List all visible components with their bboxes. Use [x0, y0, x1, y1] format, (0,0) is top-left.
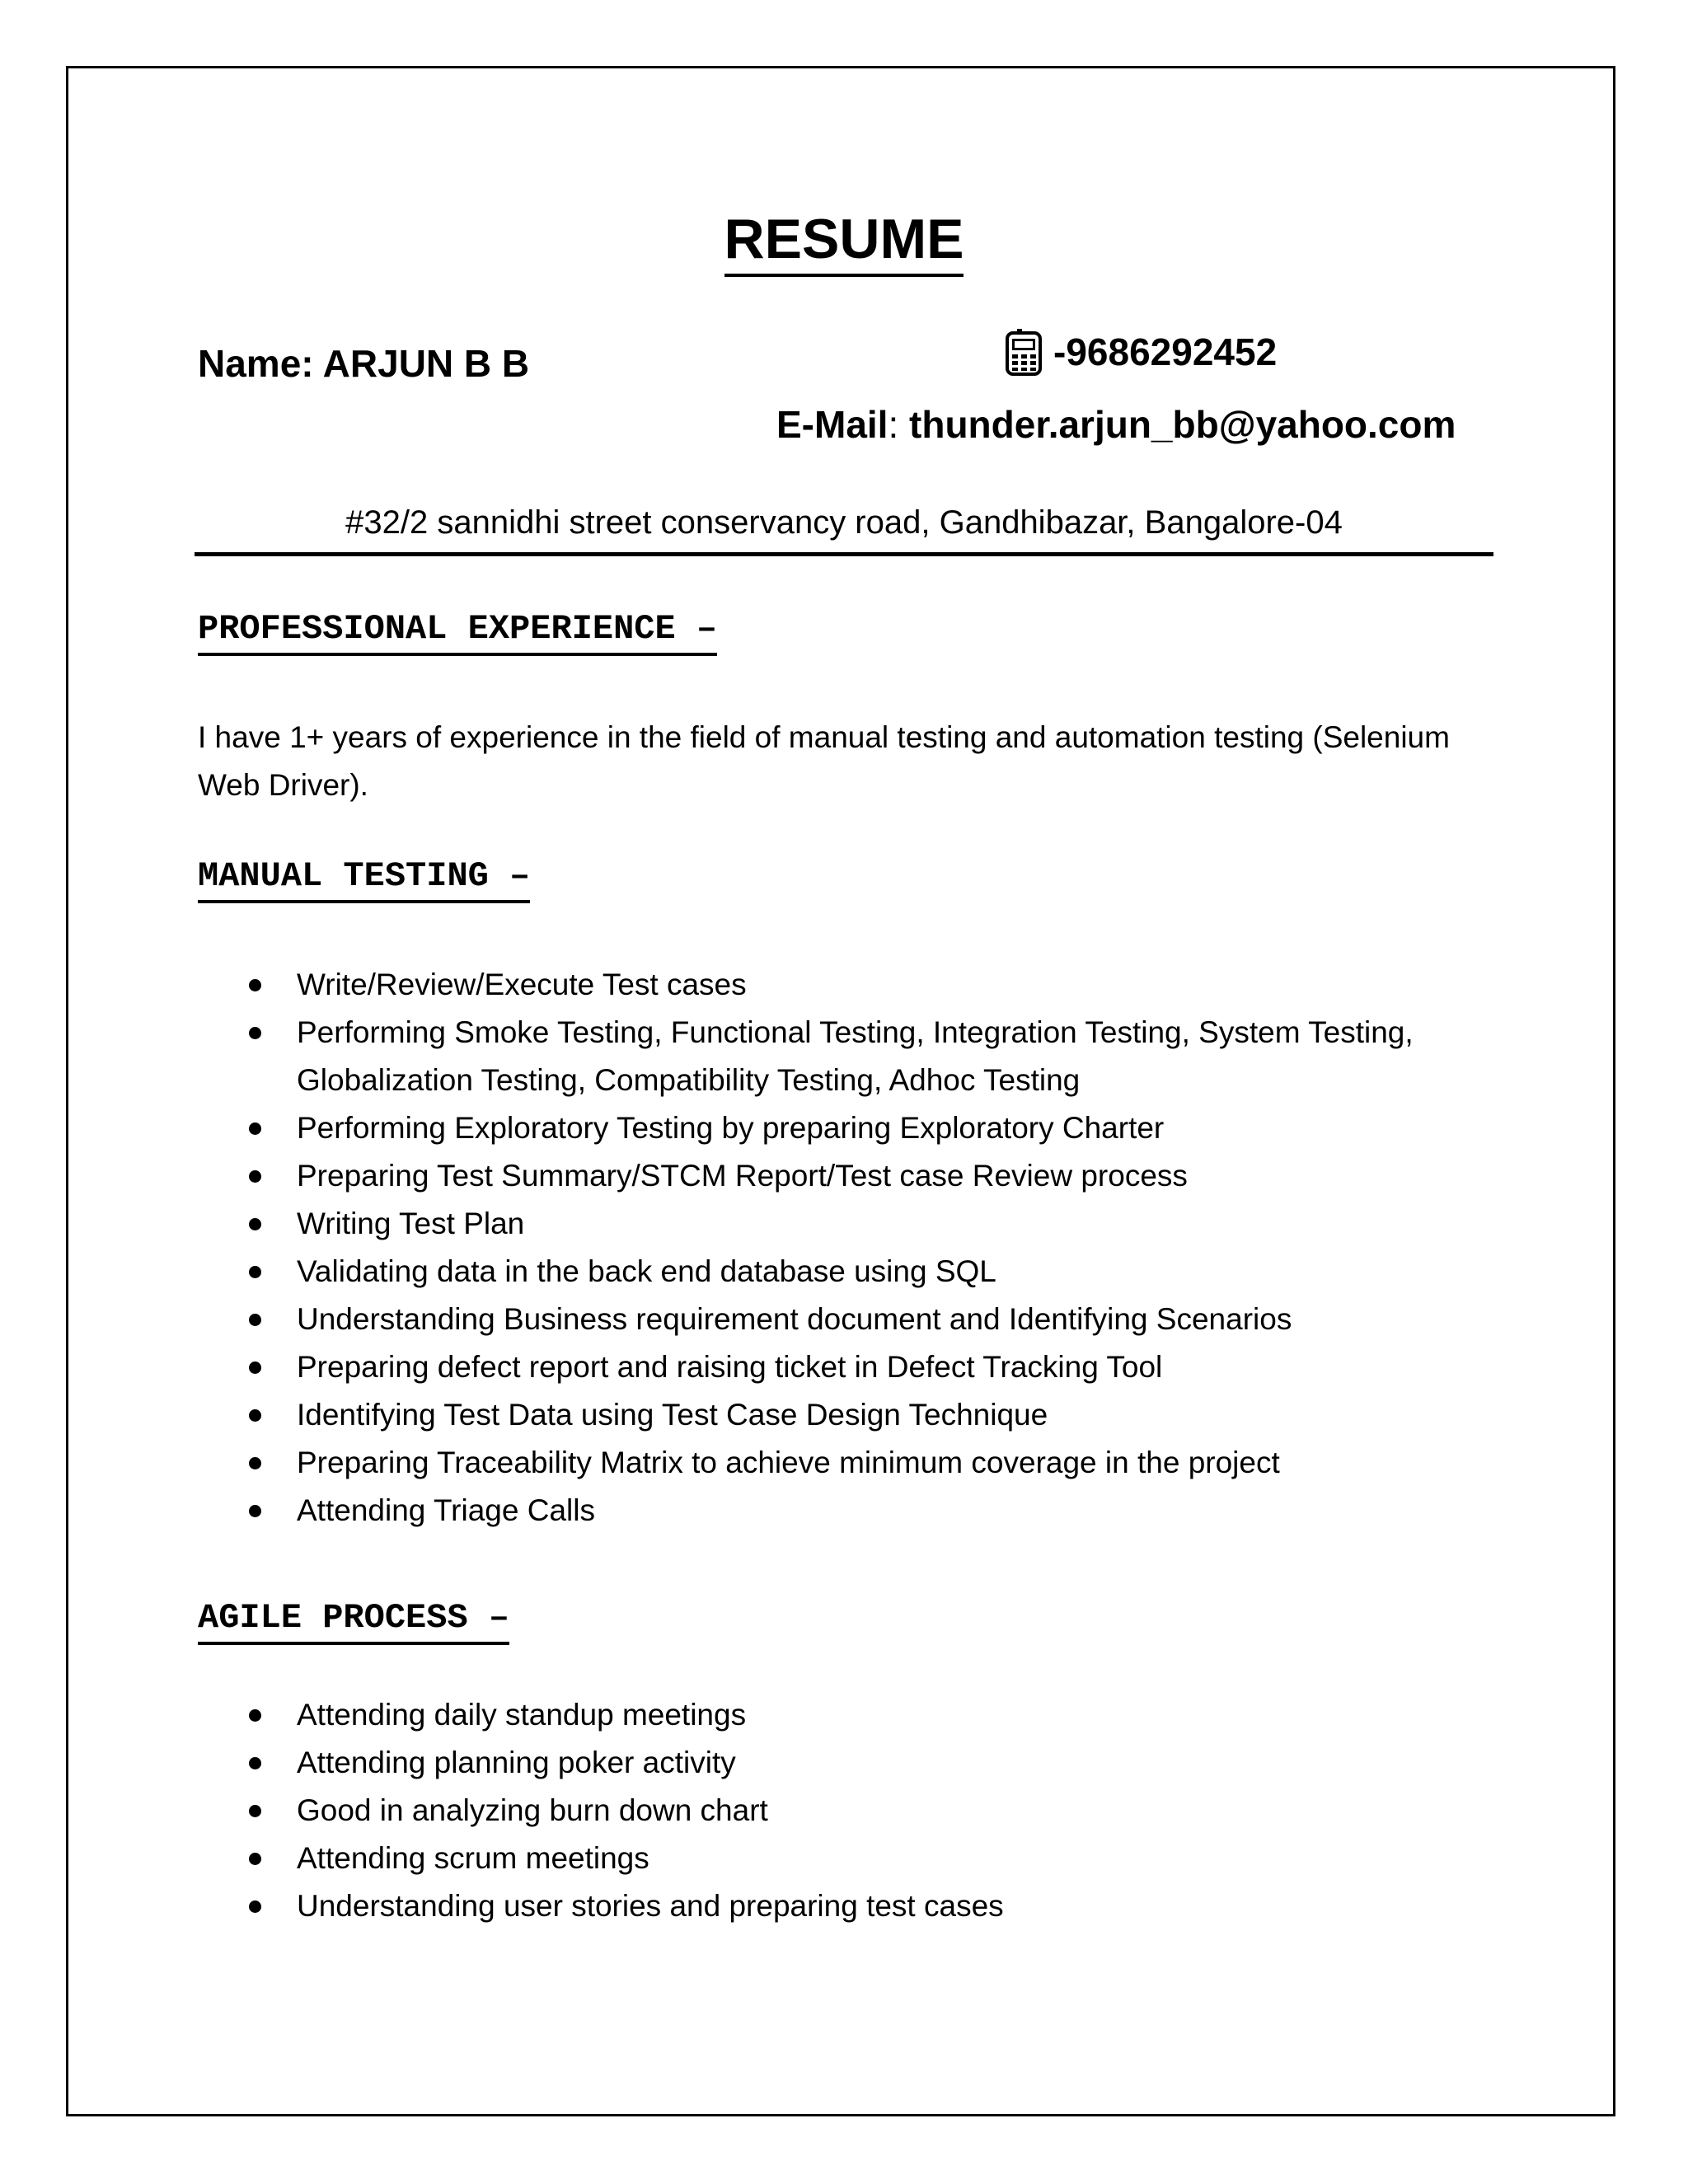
list-item [198, 1009, 1484, 1104]
list-item-text: Attending planning poker activity [297, 1746, 736, 1779]
bullet-icon [249, 1409, 261, 1422]
list-item-text: Performing Exploratory Testing by preparing Exploratory Charter [297, 1111, 1165, 1145]
list-item [198, 1882, 1484, 1930]
list-item-text: Preparing defect report and raising ticket in Defect Tracking Tool [297, 1350, 1163, 1384]
manual-testing-heading-text: MANUAL TESTING – [198, 857, 530, 903]
bullet-icon [249, 1805, 261, 1817]
email-line [776, 402, 1456, 447]
list-item-text: Understanding Business requirement document and Identifying Scenarios [297, 1302, 1292, 1336]
experience-heading-text: PROFESSIONAL EXPERIENCE – [198, 610, 717, 656]
document-title-text: RESUME [724, 211, 964, 277]
bullet-icon [249, 1170, 261, 1183]
bullet-icon [249, 1027, 261, 1039]
address: #32/2 sannidhi street conservancy road, Gandhibazar, Bangalore-04 [345, 504, 1343, 541]
candidate-name: Name: ARJUN B B [198, 342, 530, 385]
bullet-icon [249, 1218, 261, 1230]
bullet-icon [249, 1505, 261, 1517]
agile-process-heading [198, 1599, 509, 1645]
list-item-text: Attending scrum meetings [297, 1841, 649, 1875]
list-item [198, 1248, 1484, 1296]
bullet-icon [249, 1122, 261, 1135]
list-item-text: Attending Triage Calls [297, 1493, 595, 1527]
list-item-text: Performing Smoke Testing, Functional Testing, Integration Testing, System Testing, Globalization Testing, Compatibility Testing, Adhoc Testing [297, 1015, 1414, 1097]
bullet-icon [249, 979, 261, 991]
list-item [198, 1152, 1484, 1200]
experience-summary: I have 1+ years of experience in the field of manual testing and automation testing (Selenium Web Driver). [198, 720, 1450, 802]
list-item-text: Identifying Test Data using Test Case Design Technique [297, 1398, 1048, 1432]
list-item-text: Write/Review/Execute Test cases [297, 968, 747, 1001]
list-item [198, 1439, 1484, 1487]
list-item-text: Understanding user stories and preparing test cases [297, 1889, 1004, 1923]
experience-heading [198, 610, 717, 656]
agile-process-list [198, 1691, 1484, 1930]
list-item-text: Preparing Test Summary/STCM Report/Test case Review process [297, 1159, 1188, 1193]
list-item [198, 1691, 1484, 1739]
email-label: E-Mail [776, 403, 889, 446]
manual-testing-list [198, 961, 1484, 1535]
document-title [0, 208, 1688, 277]
bullet-icon [249, 1266, 261, 1278]
list-item [198, 1343, 1484, 1391]
bullet-icon [249, 1361, 261, 1374]
mobile-phone-icon [1004, 328, 1045, 376]
list-item-text: Good in analyzing burn down chart [297, 1793, 768, 1827]
list-item [198, 1835, 1484, 1882]
list-item-text: Validating data in the back end database using SQL [297, 1254, 996, 1288]
list-item [198, 1104, 1484, 1152]
bullet-icon [249, 1757, 261, 1769]
list-item [198, 1296, 1484, 1343]
list-item [198, 1391, 1484, 1439]
agile-process-heading-text: AGILE PROCESS – [198, 1599, 509, 1645]
bullet-icon [249, 1314, 261, 1326]
phone-number: -9686292452 [1053, 330, 1278, 373]
list-item-text: Attending daily standup meetings [297, 1698, 747, 1732]
list-item [198, 1739, 1484, 1787]
address-divider [195, 552, 1493, 556]
list-item [198, 1200, 1484, 1248]
list-item-text: Preparing Traceability Matrix to achieve minimum coverage in the project [297, 1446, 1280, 1479]
list-item [198, 1787, 1484, 1835]
bullet-icon [249, 1900, 261, 1913]
bullet-icon [249, 1457, 261, 1469]
manual-testing-heading [198, 857, 530, 903]
bullet-icon [249, 1853, 261, 1865]
list-item [198, 961, 1484, 1009]
email-address: thunder.arjun_bb@yahoo.com [909, 403, 1456, 446]
list-item-text: Writing Test Plan [297, 1207, 525, 1240]
phone-line [1004, 328, 1277, 376]
email-colon: : [888, 403, 899, 446]
list-item [198, 1487, 1484, 1535]
bullet-icon [249, 1709, 261, 1722]
